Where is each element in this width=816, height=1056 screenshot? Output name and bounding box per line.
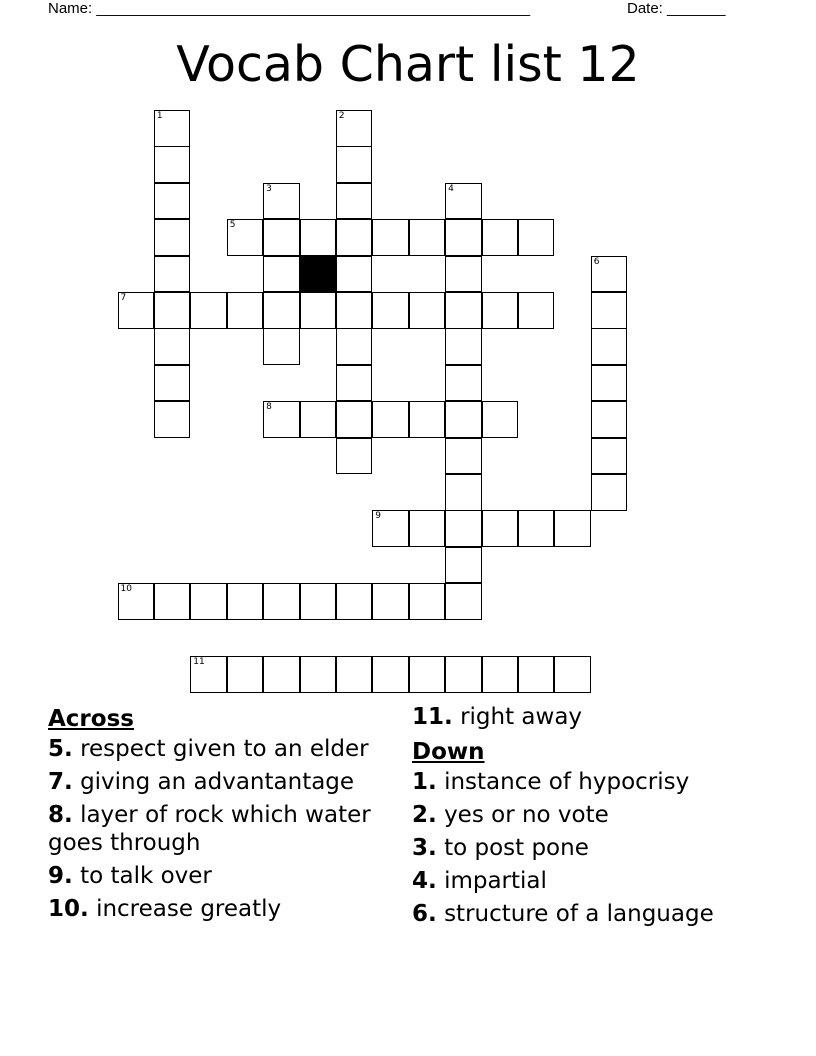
grid-cell[interactable] [518,219,555,256]
grid-cell[interactable] [445,183,482,220]
clue-down-2: 2. yes or no vote [412,802,609,828]
grid-cell[interactable] [445,474,482,511]
grid-cell[interactable] [336,656,373,693]
grid-cell[interactable] [336,146,373,183]
grid-cell[interactable] [336,183,373,220]
grid-cell[interactable] [591,256,628,293]
grid-cell[interactable] [336,219,373,256]
grid-cell[interactable] [445,547,482,584]
grid-cell[interactable] [336,365,373,402]
grid-cell[interactable] [445,510,482,547]
clues-left-column [48,703,388,928]
grid-cell[interactable] [263,328,300,365]
across-heading: Across [48,706,134,732]
grid-cell[interactable] [263,656,300,693]
clue-across-8: 8. layer of rock which water goes through [48,802,371,856]
grid-cell[interactable] [336,110,373,147]
clue-across-11: 11. right away [412,704,583,730]
grid-cell[interactable] [263,292,300,329]
grid-cell[interactable] [482,510,519,547]
grid-cell[interactable] [263,219,300,256]
date-line: Date: _______ [627,0,726,17]
grid-cell[interactable] [300,656,337,693]
cell-number: 8 [266,402,272,413]
cell-number: 4 [448,183,454,194]
grid-cell[interactable] [445,292,482,329]
grid-cell[interactable] [554,656,591,693]
grid-cell[interactable] [154,183,191,220]
clue-down-1: 1. instance of hypocrisy [412,769,690,795]
grid-cell[interactable] [154,256,191,293]
clue-down-6: 6. structure of a language [412,901,714,927]
grid-cell[interactable] [372,292,409,329]
grid-cell[interactable] [518,656,555,693]
clue-across-5: 5. respect given to an elder [48,736,369,762]
grid-cell[interactable] [300,401,337,438]
cell-number: 5 [229,220,236,231]
grid-cell[interactable] [445,328,482,365]
clue-down-3: 3. to post pone [412,835,589,861]
grid-cell[interactable] [554,510,591,547]
grid-cell[interactable] [409,219,446,256]
grid-cell[interactable] [336,292,373,329]
grid-cell[interactable] [445,401,482,438]
grid-cell[interactable] [154,401,191,438]
grid-cell[interactable] [372,219,409,256]
grid-cell[interactable] [409,656,446,693]
cell-number: 10 [120,584,132,595]
grid-cell[interactable] [118,292,155,329]
cell-number: 2 [338,111,345,121]
grid-cell[interactable] [336,583,373,620]
grid-cell[interactable] [482,219,519,256]
grid-cell[interactable] [591,401,628,438]
grid-cell[interactable] [445,438,482,475]
down-heading: Down [412,739,485,765]
grid-cell[interactable] [227,292,264,329]
grid-cell[interactable] [409,510,446,547]
grid-cell[interactable] [445,656,482,693]
grid-cell[interactable] [591,292,628,329]
clues-right-column [412,703,812,933]
grid-block [300,256,337,293]
grid-cell[interactable] [591,474,628,511]
grid-cell[interactable] [190,656,227,693]
grid-cell[interactable] [372,510,409,547]
grid-cell[interactable] [591,365,628,402]
clue-across-10: 10. increase greatly [48,896,282,922]
clue-across-7: 7. giving an advantantage [48,769,355,795]
grid-cell[interactable] [372,401,409,438]
grid-cell[interactable] [227,656,264,693]
cell-number: 7 [120,293,127,303]
grid-cell[interactable] [336,401,373,438]
grid-cell[interactable] [154,292,191,329]
grid-cell[interactable] [154,365,191,402]
grid-cell[interactable] [154,146,191,183]
grid-cell[interactable] [591,328,628,365]
grid-cell[interactable] [190,292,227,329]
grid-cell[interactable] [263,401,300,438]
cell-number: 1 [156,111,163,121]
grid-cell[interactable] [518,292,555,329]
grid-cell[interactable] [518,510,555,547]
grid-cell[interactable] [372,583,409,620]
grid-cell[interactable] [336,256,373,293]
grid-cell[interactable] [300,583,337,620]
clue-down-4: 4. impartial [412,868,547,894]
grid-cell[interactable] [482,401,519,438]
name-line: Name: ____________________________________________________ [48,0,531,17]
grid-cell[interactable] [154,583,191,620]
cell-number: 11 [193,657,205,667]
grid-cell[interactable] [409,583,446,620]
grid-cell[interactable] [300,219,337,256]
clue-across-9: 9. to talk over [48,863,212,889]
grid-cell[interactable] [336,328,373,365]
grid-cell[interactable] [445,219,482,256]
grid-cell[interactable] [445,583,482,620]
grid-cell[interactable] [445,365,482,402]
grid-cell[interactable] [227,219,264,256]
grid-cell[interactable] [227,583,264,620]
grid-cell[interactable] [263,183,300,220]
grid-cell[interactable] [263,256,300,293]
grid-cell[interactable] [482,292,519,329]
grid-cell[interactable] [482,656,519,693]
grid-cell[interactable] [263,583,300,620]
grid-cell[interactable] [409,292,446,329]
grid-cell[interactable] [445,256,482,293]
cell-number: 9 [375,511,382,522]
grid-cell[interactable] [190,583,227,620]
grid-cell[interactable] [409,401,446,438]
grid-cell[interactable] [154,328,191,365]
grid-cell[interactable] [300,292,337,329]
cell-number: 6 [593,256,600,267]
grid-cell[interactable] [336,438,373,475]
grid-cell[interactable] [372,656,409,693]
puzzle-title: Vocab Chart list 12 [176,36,640,93]
grid-cell[interactable] [154,219,191,256]
grid-cell[interactable] [118,583,155,620]
grid-cell[interactable] [591,438,628,475]
grid-cell[interactable] [154,110,191,147]
cell-number: 3 [266,183,272,194]
